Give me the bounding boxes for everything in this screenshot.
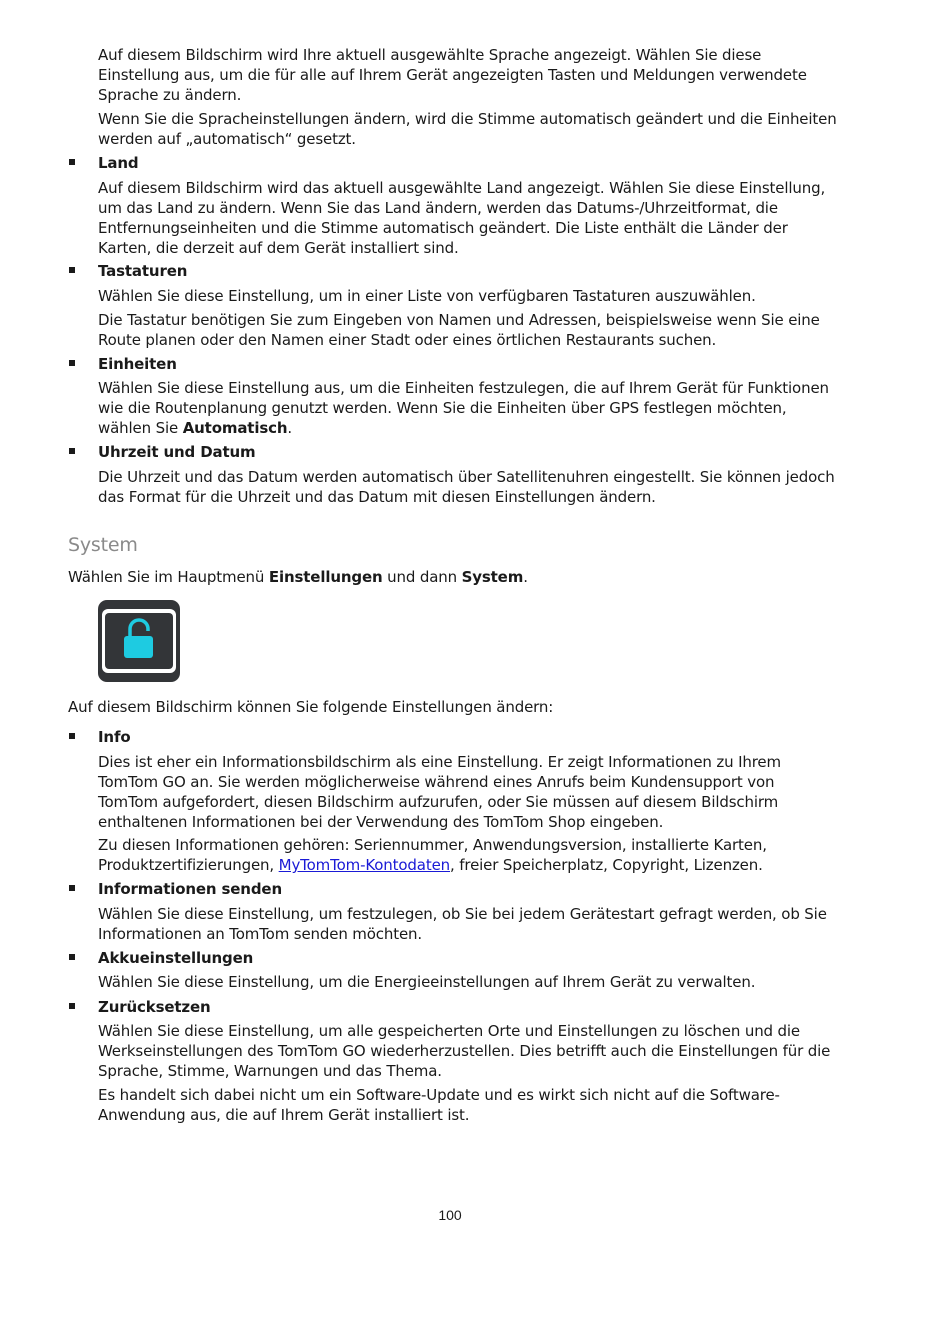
bullet-marker: [69, 354, 78, 374]
bullet-marker: [69, 261, 78, 281]
bullet-marker: [69, 442, 78, 462]
system-intro: Wählen Sie im Hauptmenü Einstellungen und dann System.: [68, 568, 528, 586]
system-lead: Auf diesem Bildschirm können Sie folgende Einstellungen ändern:: [68, 698, 554, 716]
tastaturen-text-2: Die Tastatur benötigen Sie zum Eingeben von Namen und Adressen, beispielsweise wenn Sie eine Route planen oder den Namen einer Stadt oder eines örtlichen Restaurants suchen.: [98, 311, 820, 349]
bullet-marker: [69, 997, 78, 1017]
bullet-marker: [69, 879, 78, 899]
info-heading: Info: [98, 728, 131, 746]
language-text-2: Wenn Sie die Spracheinstellungen ändern, wird die Stimme automatisch geändert und die Einheiten werden auf „automatisch“ gesetzt.: [98, 110, 837, 148]
section-title-system: System: [68, 534, 138, 556]
page-number: 100: [438, 1207, 462, 1223]
einheiten-heading: Einheiten: [98, 355, 177, 373]
bullet-marker: [69, 727, 78, 747]
reset-text-1: Wählen Sie diese Einstellung, um alle gespeicherten Orte und Einstellungen zu löschen und die Werkseinstellungen des TomTom GO wiederherzustellen. Dies betrifft auch die Einstellungen für die Sprache, Stimme, Warnungen und das Thema.: [98, 1022, 831, 1080]
mytomtom-link[interactable]: MyTomTom-Kontodaten: [278, 856, 451, 874]
einheiten-text: Wählen Sie diese Einstellung aus, um die Einheiten festzulegen, die auf Ihrem Gerät für Funktionen wie die Routenplanung genutzt werden. Wenn Sie die Einheiten über GPS festlegen möchten, wählen Sie Automatisch.: [98, 379, 829, 437]
lock-icon: [98, 600, 180, 682]
tastaturen-heading: Tastaturen: [98, 262, 188, 280]
akku-heading: Akkueinstellungen: [98, 949, 254, 967]
senden-text: Wählen Sie diese Einstellung, um festzulegen, ob Sie bei jedem Gerätestart gefragt werden, ob Sie Informationen an TomTom senden möchten.: [98, 905, 827, 943]
reset-text-2: Es handelt sich dabei nicht um ein Software-Update und es wirkt sich nicht auf die Software-Anwendung aus, die auf Ihrem Gerät installiert ist.: [98, 1086, 780, 1124]
land-text: Auf diesem Bildschirm wird das aktuell ausgewählte Land angezeigt. Wählen Sie diese Einstellung, um das Land zu ändern. Wenn Sie das Land ändern, werden das Datums-/Uhrzeitformat, die Entfernungseinheiten und die Stimme automatisch geändert. Die Liste enthält die Länder der Karten, die derzeit auf dem Gerät installiert sind.: [98, 179, 826, 257]
uhrzeit-text: Die Uhrzeit und das Datum werden automatisch über Satellitenuhren eingestellt. Sie können jedoch das Format für die Uhrzeit und das Datum mit diesen Einstellungen ändern.: [98, 468, 835, 506]
uhrzeit-heading: Uhrzeit und Datum: [98, 443, 256, 461]
reset-heading: Zurücksetzen: [98, 998, 211, 1016]
land-heading: Land: [98, 154, 139, 172]
senden-heading: Informationen senden: [98, 880, 282, 898]
bullet-marker: [69, 948, 78, 968]
tastaturen-text-1: Wählen Sie diese Einstellung, um in einer Liste von verfügbaren Tastaturen auszuwählen.: [98, 287, 756, 305]
bullet-marker: [69, 153, 78, 173]
akku-text: Wählen Sie diese Einstellung, um die Energieeinstellungen auf Ihrem Gerät zu verwalten.: [98, 973, 756, 991]
info-text-2: Zu diesen Informationen gehören: Seriennummer, Anwendungsversion, installierte Karten, Produktzertifizierungen, MyTomTom-Kontodaten, freier Speicherplatz, Copyright, Lizenzen.: [98, 836, 767, 874]
system-settings-icon: [98, 600, 180, 682]
language-text-1: Auf diesem Bildschirm wird Ihre aktuell ausgewählte Sprache angezeigt. Wählen Sie diese Einstellung aus, um die für alle auf Ihrem Gerät angezeigten Tasten und Meldungen verwendete Sprache zu ändern.: [98, 46, 807, 104]
info-text-1: Dies ist eher ein Informationsbildschirm als eine Einstellung. Er zeigt Informationen zu Ihrem TomTom GO an. Sie werden möglicherweise während eines Anrufs beim Kundensupport von TomTom aufgefordert, diesen Bildschirm aufzurufen, oder Sie müssen auf diesem Bildschirm enthaltenen Informationen bei der Verwendung des TomTom Shop eingeben.: [98, 753, 781, 831]
